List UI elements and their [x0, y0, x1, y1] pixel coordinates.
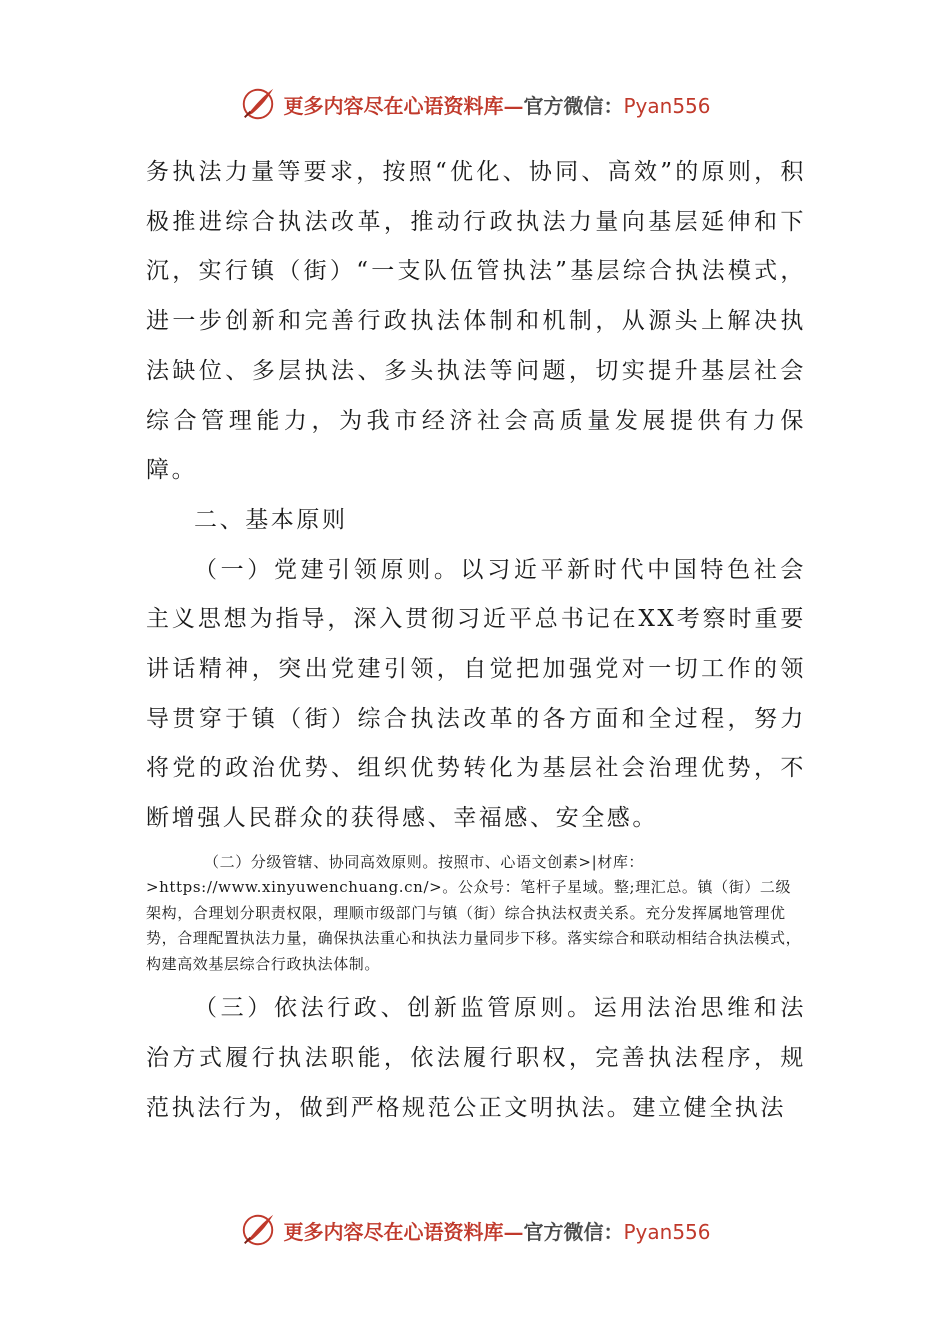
header-wechat-label: 官方微信： — [523, 93, 624, 118]
principle-2-rest: >https://www.xinyuwenchuang.cn/>。公众号：笔杆子星域。整;理汇总。镇（街）二级架构，合理划分职责权限，理顺市级部门与镇（街）综合执法权责关系。充分发挥属地管理优势，合理配置执法力量，确保执法重心和执法力量同步下移。落实综合和联动相结合执法模式，构建高效基层综合行政执法体制。 — [146, 878, 802, 973]
section-heading-basic-principles: 二、基本原则 — [194, 506, 348, 533]
footer-wechat-id: Pyan556 — [623, 1219, 711, 1244]
principle-2-first-line: （二）分级管辖、协同高效原则。按照市、心语文创素>|材库： — [204, 852, 645, 871]
paragraph-principle-1: （一）党建引领原则。以习近平新时代中国特色社会主义思想为指导，深入贯彻习近平总书记在XX考察时重要讲话精神，突出党建引领，自觉把加强党对一切工作的领导贯穿于镇（街）综合执法改革的各方面和全过程，努力将党的政治优势、组织优势转化为基层社会治理优势，不断增强人民群众的获得感、幸福感、安全感。 — [146, 556, 806, 832]
quill-pen-logo-icon — [239, 85, 277, 123]
paragraph-principle-3: （三）依法行政、创新监管原则。运用法治思维和法治方式履行执法职能，依法履行职权，完善执法程序，规范执法行为，做到严格规范公正文明执法。建立健全执法 — [146, 995, 806, 1121]
header-wechat-id: Pyan556 — [623, 93, 711, 118]
footer-main-text: 更多内容尽在心语资料库— — [283, 1219, 524, 1244]
footer-banner — [0, 1210, 950, 1250]
footer-wechat-label: 官方微信： — [523, 1219, 624, 1244]
paragraph-intro: 务执法力量等要求，按照“优化、协同、高效”的原则，积极推进综合执法改革，推动行政执法力量向基层延伸和下沉，实行镇（街）“一支队伍管执法”基层综合执法模式，进一步创新和完善行政执法体制和机制，从源头上解决执法缺位、多层执法、多头执法等问题，切实提升基层社会综合管理能力，为我市经济社会高质量发展提供有力保障。 — [146, 159, 806, 484]
document-body — [146, 148, 806, 1133]
quill-pen-logo-icon — [239, 1211, 277, 1249]
header-banner — [0, 84, 950, 124]
header-main-text: 更多内容尽在心语资料库— — [283, 93, 524, 118]
header-text — [283, 90, 710, 119]
paragraph-principle-2 — [146, 850, 806, 978]
footer-text — [283, 1216, 710, 1245]
